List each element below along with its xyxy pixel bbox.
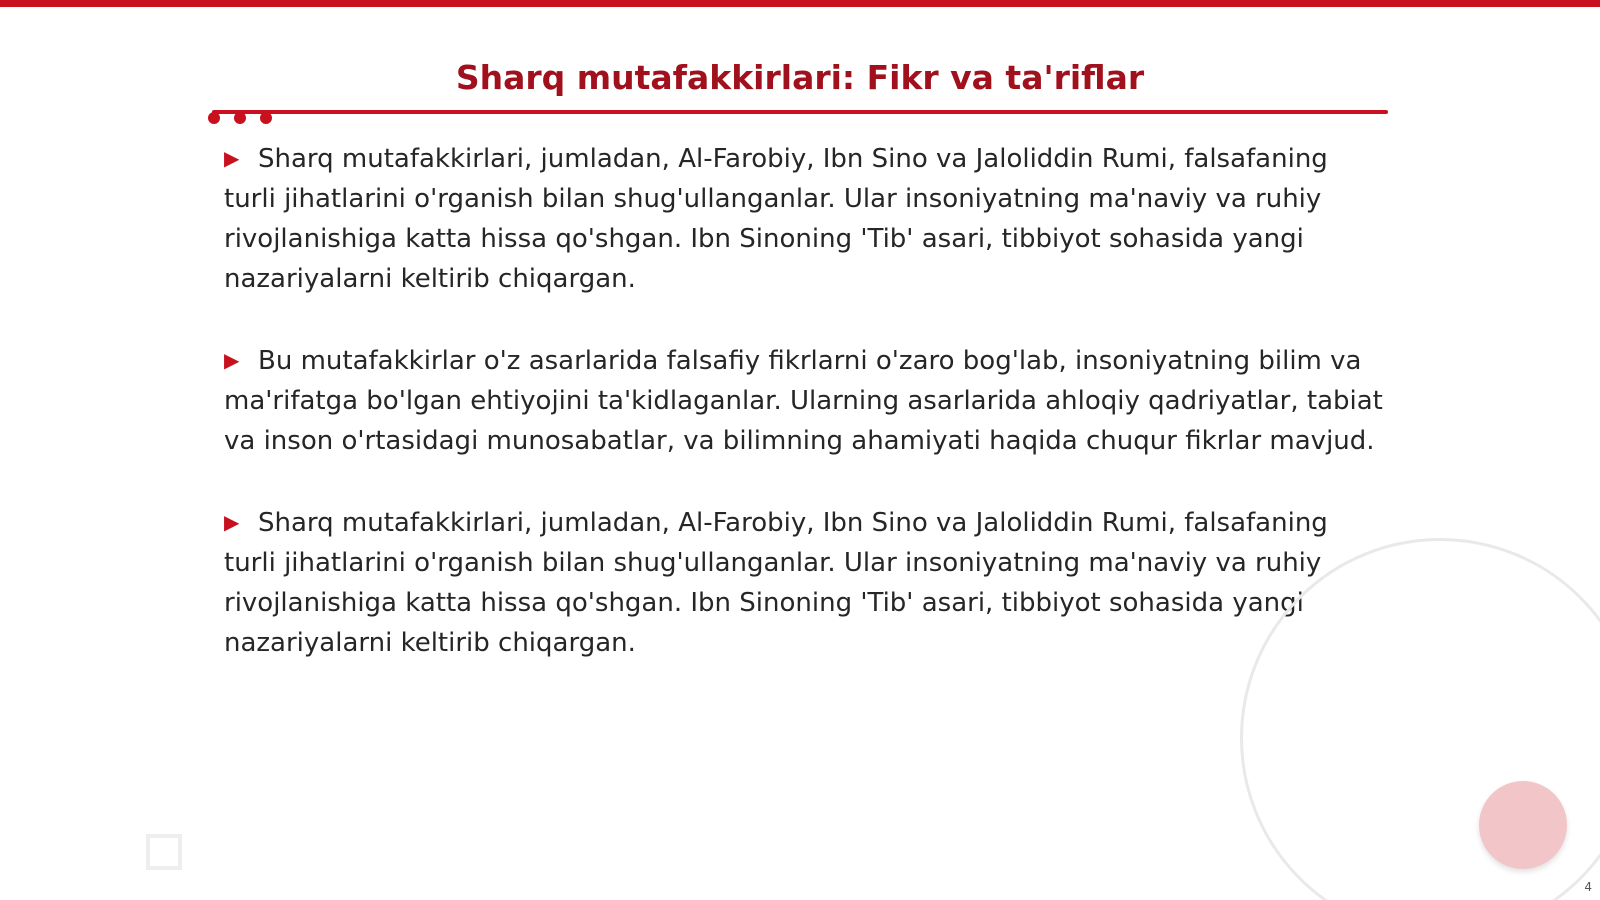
bullet-list: [224, 138, 1384, 704]
bullet-item: [224, 138, 1384, 299]
triangle-bullet-icon: ▶: [224, 348, 240, 372]
decorative-square: [146, 834, 182, 870]
bullet-item: [224, 340, 1384, 461]
divider-dot: [260, 112, 272, 124]
bullet-text: Sharq mutafakkirlari, jumladan, Al-Farobiy, Ibn Sino va Jaloliddin Rumi, falsafaning turli jihatlarini o'rganish bilan shug'ullanganlar. Ular insoniyatning ma'naviy va ruhiy rivojlanishiga katta hissa qo'shgan. Ibn Sinoning 'Tib' asari, tibbiyot sohasida yangi nazariyalarni keltirib chiqargan.: [224, 144, 1328, 294]
triangle-bullet-icon: ▶: [224, 146, 240, 170]
slide-title: Sharq mutafakkirlari: Fikr va ta'riflar: [455, 58, 1145, 97]
divider-dot: [208, 112, 220, 124]
bullet-text: Sharq mutafakkirlari, jumladan, Al-Farobiy, Ibn Sino va Jaloliddin Rumi, falsafaning turli jihatlarini o'rganish bilan shug'ullanganlar. Ular insoniyatning ma'naviy va ruhiy rivojlanishiga katta hissa qo'shgan. Ibn Sinoning 'Tib' asari, tibbiyot sohasida yangi nazariyalarni keltirib chiqargan.: [224, 508, 1328, 658]
top-accent-bar: [0, 0, 1600, 7]
divider-dot: [234, 112, 246, 124]
bullet-item: [224, 502, 1384, 663]
triangle-bullet-icon: ▶: [224, 510, 240, 534]
bullet-text: Bu mutafakkirlar o'z asarlarida falsafiy fikrlarni o'zaro bog'lab, insoniyatning bilim va ma'rifatga bo'lgan ehtiyojini ta'kidlaganlar. Ularning asarlarida ahloqiy qadriyatlar, tabiat va inson o'rtasidagi munosabatlar, va bilimning ahamiyati haqida chuqur fikrlar mavjud.: [224, 346, 1383, 456]
page-number: 4: [1584, 880, 1592, 894]
decorative-circle: [1479, 781, 1567, 869]
title-divider: [212, 110, 1388, 114]
